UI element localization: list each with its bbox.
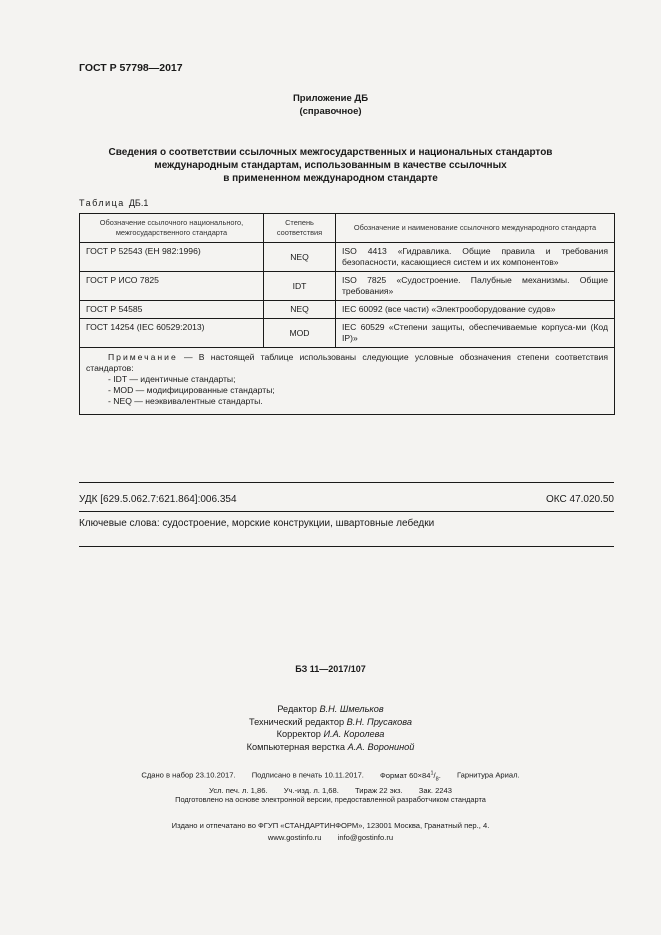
heading-line-2: международным стандартам, использованным в качестве ссылочных xyxy=(154,160,507,171)
publisher-address: Издано и отпечатано во ФГУП «СТАНДАРТИНФОРМ», 123001 Москва, Гранатный пер., 4. xyxy=(171,821,490,830)
note-item-idt: - IDT — идентичные стандарты; xyxy=(108,374,236,384)
divider-middle xyxy=(79,511,614,512)
annex-heading xyxy=(0,92,661,118)
section-heading xyxy=(0,146,661,185)
cell-degree: NEQ xyxy=(264,301,336,319)
set-date: Сдано в набор 23.10.2017. xyxy=(141,770,236,780)
table-label-word: Таблица xyxy=(79,198,125,208)
cell-degree: NEQ xyxy=(264,243,336,272)
keywords: Ключевые слова: судостроение, морские конструкции, швартовные лебедки xyxy=(79,518,435,529)
heading-line-3: в примененном международном стандарте xyxy=(223,173,438,184)
sign-date: Подписано в печать 10.11.2017. xyxy=(251,770,364,780)
divider-bottom xyxy=(79,546,614,547)
oks-code: ОКС 47.020.50 xyxy=(546,494,614,505)
paper-format: Формат $60\times 84^1/_8$. xyxy=(380,770,441,783)
cell-international: ISO 4413 «Гидравлика. Общие правила и требования безопасности, касающиеся систем и их компонентов» xyxy=(336,243,615,272)
cell-international: IEC 60529 «Степени защиты, обеспечиваемые корпуса-ми (Код IP)» xyxy=(336,319,615,348)
standards-table xyxy=(79,213,615,415)
cell-national: ГОСТ Р ИСО 7825 xyxy=(80,272,264,301)
table-label-number: ДБ.1 xyxy=(128,198,149,208)
credit-editor: Редактор В.Н. Шмельков xyxy=(277,704,384,714)
pub-sheets: Уч.-изд. л. 1,68. xyxy=(283,786,339,796)
publisher-email-link[interactable]: info@gostinfo.ru xyxy=(337,833,394,842)
annex-subtitle: (справочное) xyxy=(299,106,362,117)
note-label: Примечание xyxy=(108,352,178,362)
print-sheets: Усл. печ. л. 1,86. xyxy=(209,786,268,796)
typeface: Гарнитура Ариал. xyxy=(456,770,520,780)
table-note-row xyxy=(80,348,615,415)
table-label xyxy=(79,198,148,208)
print-run: Тираж 22 экз. xyxy=(354,786,403,796)
cell-international: ISO 7825 «Судостроение. Палубные механизмы. Общие требования» xyxy=(336,272,615,301)
publisher-site-link[interactable]: www.gostinfo.ru xyxy=(267,833,322,842)
note-item-mod: - MOD — модифицированные стандарты; xyxy=(108,385,275,395)
note-item-neq: - NEQ — неэквивалентные стандарты. xyxy=(108,396,263,406)
printing-info xyxy=(0,767,661,797)
table-note xyxy=(80,348,615,415)
cell-national: ГОСТ Р 52543 (ЕН 982:1996) xyxy=(80,243,264,272)
credit-layout: Компьютерная верстка А.А. Ворониной xyxy=(246,741,415,752)
cell-degree: MOD xyxy=(264,319,336,348)
credit-tech-editor: Технический редактор В.Н. Прусакова xyxy=(249,716,412,727)
table-row xyxy=(80,319,615,348)
cell-international: IEC 60092 (все части) «Электрооборудование судов» xyxy=(336,301,615,319)
credits xyxy=(0,703,661,753)
prepared-note: Подготовлено на основе электронной версии, предоставленной разработчиком стандарта xyxy=(175,795,486,804)
cell-national: ГОСТ 14254 (IEC 60529:2013) xyxy=(80,319,264,348)
order-number: Зак. 2243 xyxy=(418,786,452,796)
column-header-international: Обозначение и наименование ссылочного международного стандарта xyxy=(336,214,615,243)
cell-degree: IDT xyxy=(264,272,336,301)
cell-national: ГОСТ Р 54585 xyxy=(80,301,264,319)
table-row xyxy=(80,301,615,319)
table-row xyxy=(80,272,615,301)
annex-title: Приложение ДБ xyxy=(292,93,369,104)
table-row xyxy=(80,243,615,272)
divider-top xyxy=(79,482,614,483)
bz-number: БЗ 11—2017/107 xyxy=(295,664,366,674)
column-header-degree: Степень соответствия xyxy=(264,214,336,243)
credit-proofreader: Корректор И.А. Королева xyxy=(276,729,385,739)
heading-line-1: Сведения о соответствии ссылочных межгосударственных и национальных стандартов xyxy=(108,147,553,158)
publisher-info xyxy=(0,820,661,844)
document-code: ГОСТ Р 57798—2017 xyxy=(79,62,183,74)
udk-code: УДК [629.5.062.7:621.864]:006.354 xyxy=(79,494,237,505)
column-header-national: Обозначение ссылочного национального, межгосударственного стандарта xyxy=(80,214,264,243)
table-header-row xyxy=(80,214,615,243)
note-text: — В настоящей таблице использованы следующие условные обозначения степени соответствия стандартов: xyxy=(86,352,608,373)
